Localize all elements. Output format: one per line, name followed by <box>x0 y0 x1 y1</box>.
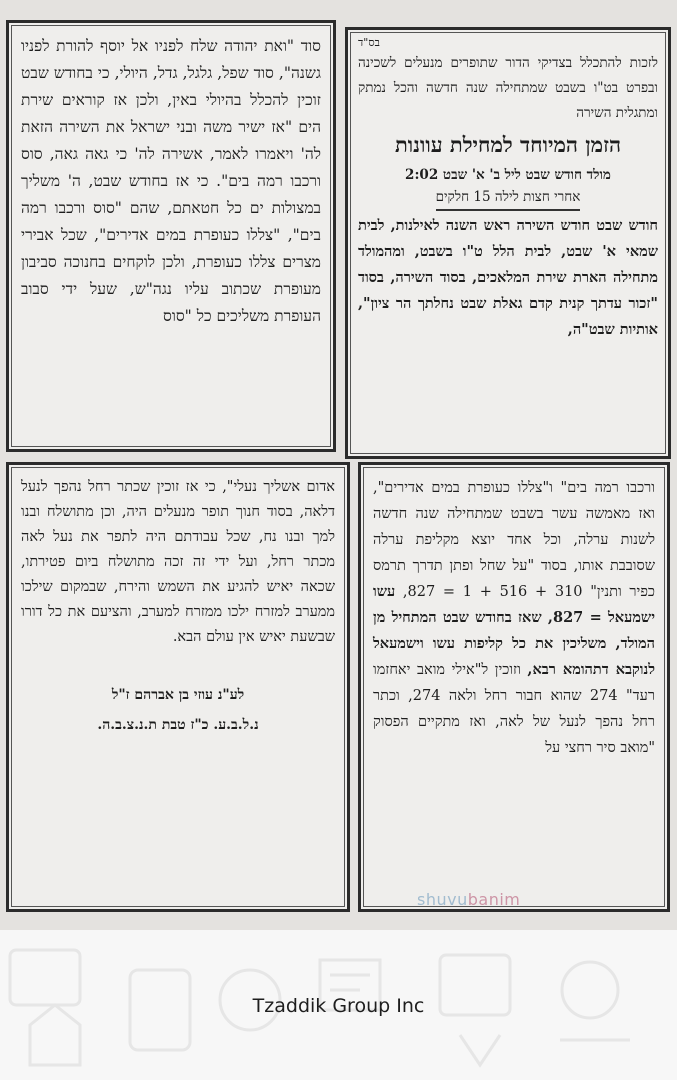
dedication-line: לע"נ עוזי בן אברהם ז"ל <box>111 687 245 703</box>
dedication <box>21 680 335 740</box>
watermark-logo <box>417 890 520 909</box>
article-bottom-right <box>358 462 670 912</box>
chatzot-line: אחרי חצות לילה 15 חלקים <box>436 186 581 211</box>
article-bottom-left <box>6 462 350 912</box>
watermark-part: banim <box>467 890 521 909</box>
dedication-line: נ.ל.ב.ע. כ"ז טבת ת.נ.צ.ב.ה. <box>97 717 259 733</box>
article-top-left <box>6 20 336 452</box>
article-column <box>361 465 667 909</box>
watermark-part: shuvu <box>417 890 468 909</box>
article-text: אדום אשליך נעלי", כי אז זוכין שכתר רחל נהפך לנעל דלאה, בסוד חנוך תופר מנעלים היה, וכן מתושלח ובנו למך ובנו נח, שכל עבודתם היה לתפר את נעל לאה מכתר רחל, ועל ידי זה זכה מתושלח ביום פטירתו, שכאה יאיש להגיע את השמש והירח, שבמקום שילכו ממערב למזרח ילכו ממזרח למערב, והציעם את כל דורו שבשעת יאיש אין עולם הבא. <box>21 479 335 645</box>
article-column <box>9 465 347 909</box>
bsd-mark: בס"ד <box>358 36 380 49</box>
article-text: חודש שבט חודש השירה ראש השנה לאילנות, לבית שמאי א' שבט, לבית הלל ט"ו בשבט, ומהמולד מתחילה הארת שירת המלאכים, בסוד השירה, בסוד "זכור עדתך קנית קדם גאלת שבט נחלתך הר ציון", אותיות שבט"ה, <box>358 217 658 338</box>
article-text: וזוכין ל"אילי מואב יאחזמו רעד" 274 שהוא חבור רחל ולאה 274, וכתר רחל נהפך לנעל של לאה, ואז מתקיים הפסוק "מואב סיר רחצי על <box>373 662 655 756</box>
footer-title: Tzaddik Group Inc <box>252 995 425 1017</box>
article-header-block <box>348 30 668 456</box>
molad-line: מולד חודש שבט ליל ב' א' שבט 2:02 <box>405 167 611 183</box>
article-bold-text: עשו ישמעאל = 827, שאז בחודש שבט המתחיל מן המולד, משליכין את כל קליפות עשו וישמעאל לנוקבא דתהומא רבא, <box>373 583 656 678</box>
article-top-right <box>345 27 671 459</box>
article-headline: הזמן המיוחד למחילת עוונות <box>394 132 622 157</box>
article-text: ורכבו רמה בים" ו"צללו כעופרת במים אדירים", ואז מאמשה עשר בשבט שמתחילה שנה חדשה לשנות ערלה, וכל אחד יוצא מקליפת ערלה שסובבת אותו, בסוד "על שחל ופתן תדרך תרמס כפיר ותנין" 310 + 516 + 1 = 827, <box>373 480 656 600</box>
article-text: סוד "ואת יהודה שלח לפניו אל יוסף להורת לפניו גשנה", סוד שפל, גלגל, גדל, היולי, כי בחודש שבט זוכין להכלל בהיולי באין, ולכן אז קוראים שירת הים "אז ישיר משה ובני ישראל את השירה הזאת לה' ויאמרו לאמר, אשירה לה' כי גאה גאה, סוס ורכבו רמה בים". כי אז בחודש שבט, ה' משליך במצולות ים כל חטאתם, שהם "סוס ורכבו רמה בים", "צללו כעופרת במים אדירים", שכל אבירי מצרים צללו כעופרת, ולכן לוקחים בחנוכה סביבון מעופרת שכתוב עליו נגה"ש, שעל ידי סבוב העופרת משליכים כל "סוס <box>21 37 321 325</box>
intro-text: לזכות להתכלל בצדיקי הדור שתופרים מנעלים לשכינה ובפרט בט"ו בשבט שמתחילה שנה חדשה והכל נמתק ומתגלית השירה <box>358 55 658 121</box>
